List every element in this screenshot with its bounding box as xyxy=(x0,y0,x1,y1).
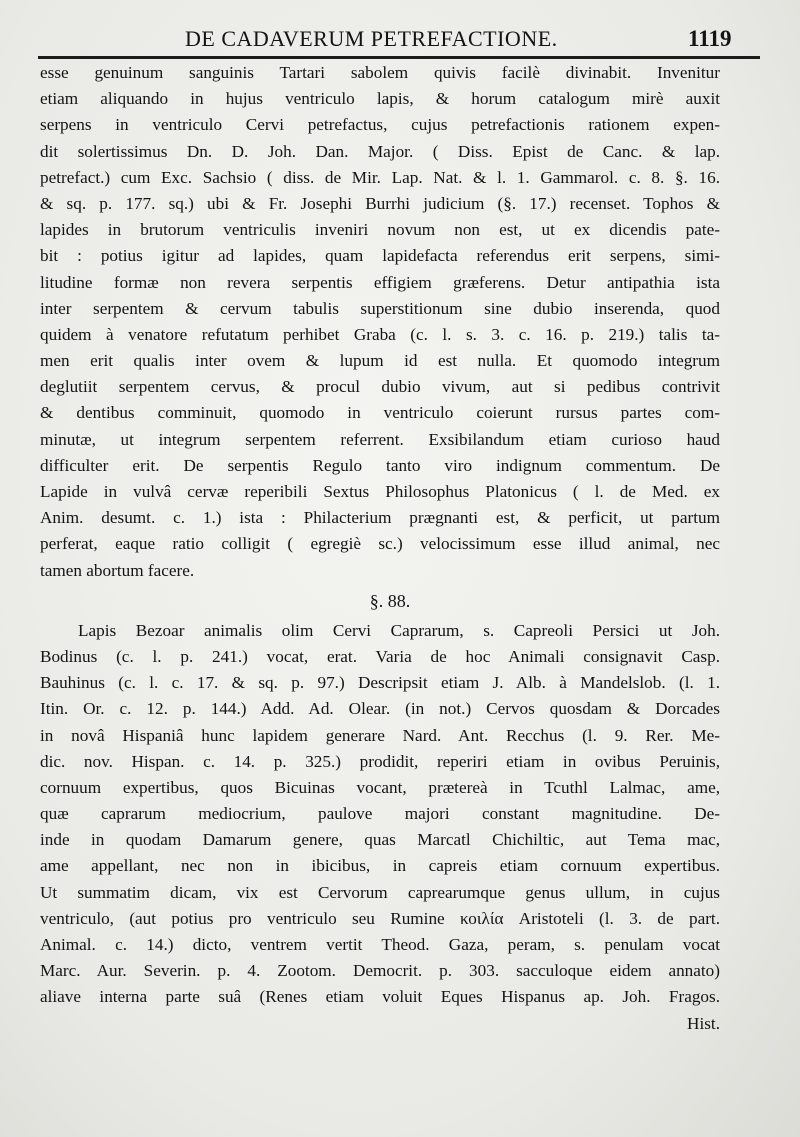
text-line: deglutiit serpentem cervus, & procul dubio vivum, aut si pedibus contrivit xyxy=(40,377,720,397)
text-line: Hist. xyxy=(687,1013,720,1033)
paragraph-1 xyxy=(40,60,720,584)
text-line: difficulter erit. De serpentis Regulo tanto viro indignum commentum. De xyxy=(40,455,720,475)
text-line: bit : potius igitur ad lapides, quam lapidefacta referendus erit serpens, simi- xyxy=(40,246,720,266)
text-line: lapides in brutorum ventriculis inveniri novum non est, ut ex dicendis pate- xyxy=(40,220,720,240)
text-line: inter serpentem & cervum tabulis superstitionum sine dubio inserenda, quod xyxy=(40,298,720,318)
text-line: etiam aliquando in hujus ventriculo lapis, & horum catalogum mirè auxit xyxy=(40,89,720,109)
text-line: Lapide in vulvâ cervæ reperibili Sextus Philosophus Platonicus ( l. de Med. ex xyxy=(40,482,720,501)
text-line: dic. nov. Hispan. c. 14. p. 325.) prodidit, reperiri etiam in ovibus Peruinis, xyxy=(40,751,720,771)
text-line: Lapis Bezoar animalis olim Cervi Caprarum, s. Capreoli Persici ut Joh. xyxy=(78,620,720,640)
text-line: Itin. Or. c. 12. p. 144.) Add. Ad. Olear. (in not.) Cervos quosdam & Dorcades xyxy=(40,699,720,719)
text-line: perferat, eaque ratio colligit ( egregiè sc.) velocissimum esse illud animal, nec xyxy=(40,534,720,554)
text-line: in novâ Hispaniâ hunc lapidem generare Nard. Ant. Recchus (l. 9. Rer. Me- xyxy=(40,725,720,745)
text-line: dit solertissimus Dn. D. Joh. Dan. Major. ( Diss. Epist de Canc. & lap. xyxy=(40,141,720,161)
page-number: 1119 xyxy=(688,26,732,51)
text-line: inde in quodam Damarum genere, quas Marcatl Chichiltic, aut Tema mac, xyxy=(40,830,720,850)
text-line: Ut summatim dicam, vix est Cervorum caprearumque genus ullum, in cujus xyxy=(40,882,720,902)
section-number: §. 88. xyxy=(369,590,411,611)
text-line: cornuum expertibus, quos Bicuinas vocant, prætereà in Tcuthl Lalmac, ame, xyxy=(40,777,720,797)
paragraph-2 xyxy=(40,618,720,1037)
text-line: & sq. p. 177. sq.) ubi & Fr. Josephi Burrhi judicium (§. 17.) recenset. Tophos & xyxy=(40,193,720,213)
text-line: quæ caprarum mediocrium, paulove majori constant magnitudine. De- xyxy=(40,804,720,824)
running-head xyxy=(0,22,800,56)
header-rule xyxy=(38,56,760,59)
running-title: DE CADAVERUM PETREFACTIONE. xyxy=(185,26,558,51)
text-line: quidem à venatore refutatum perhibet Graba (c. l. s. 3. c. 16. p. 219.) talis ta- xyxy=(40,324,720,344)
text-line: tamen abortum facere. xyxy=(40,560,195,580)
text-line: esse genuinum sanguinis Tartari sabolem quivis facilè divinabit. Invenitur xyxy=(40,63,720,82)
text-line: petrefact.) cum Exc. Sachsio ( diss. de Mir. Lap. Nat. & l. 1. Gammarol. c. 8. §. 16. xyxy=(40,167,720,187)
main-text xyxy=(40,60,720,1037)
text-line: aliave interna parte suâ (Renes etiam voluit Eques Hispanus ap. Joh. Fragos. xyxy=(40,987,720,1007)
text-line: ventriculo, (aut potius pro ventriculo seu Rumine κοιλία Aristoteli (l. 3. de part. xyxy=(40,908,720,928)
text-line: Anim. desumt. c. 1.) ista : Philacterium prægnanti est, & perficit, ut partum xyxy=(40,508,720,528)
text-line: men erit qualis inter ovem & lupum id est nulla. Et quomodo integrum xyxy=(40,351,720,371)
text-line: minutæ, ut integrum serpentem referrent. Exsibilandum etiam curioso haud xyxy=(40,429,720,449)
text-line: Marc. Aur. Severin. p. 4. Zootom. Democrit. p. 303. sacculoque eidem annato) xyxy=(40,961,720,981)
text-line: & dentibus comminuit, quomodo in ventriculo coierunt rursus partes com- xyxy=(40,403,720,423)
text-line: serpens in ventriculo Cervi petrefactus, cujus petrefactionis rationem expen- xyxy=(40,115,720,135)
text-line: Animal. c. 14.) dicto, ventrem vertit Theod. Gaza, peram, s. penulam vocat xyxy=(40,935,720,954)
text-line: Bauhinus (c. l. c. 17. & sq. p. 97.) Descripsit etiam J. Alb. à Mandelslob. (l. 1. xyxy=(40,673,720,693)
text-line: ame appellant, nec non in ibicibus, in capreis etiam cornuum expertibus. xyxy=(40,856,720,876)
text-line: litudine formæ non revera serpentis effigiem græferens. Detur antipathia ista xyxy=(40,272,720,292)
text-line: Bodinus (c. l. p. 241.) vocat, erat. Varia de hoc Animali consignavit Casp. xyxy=(40,646,720,666)
